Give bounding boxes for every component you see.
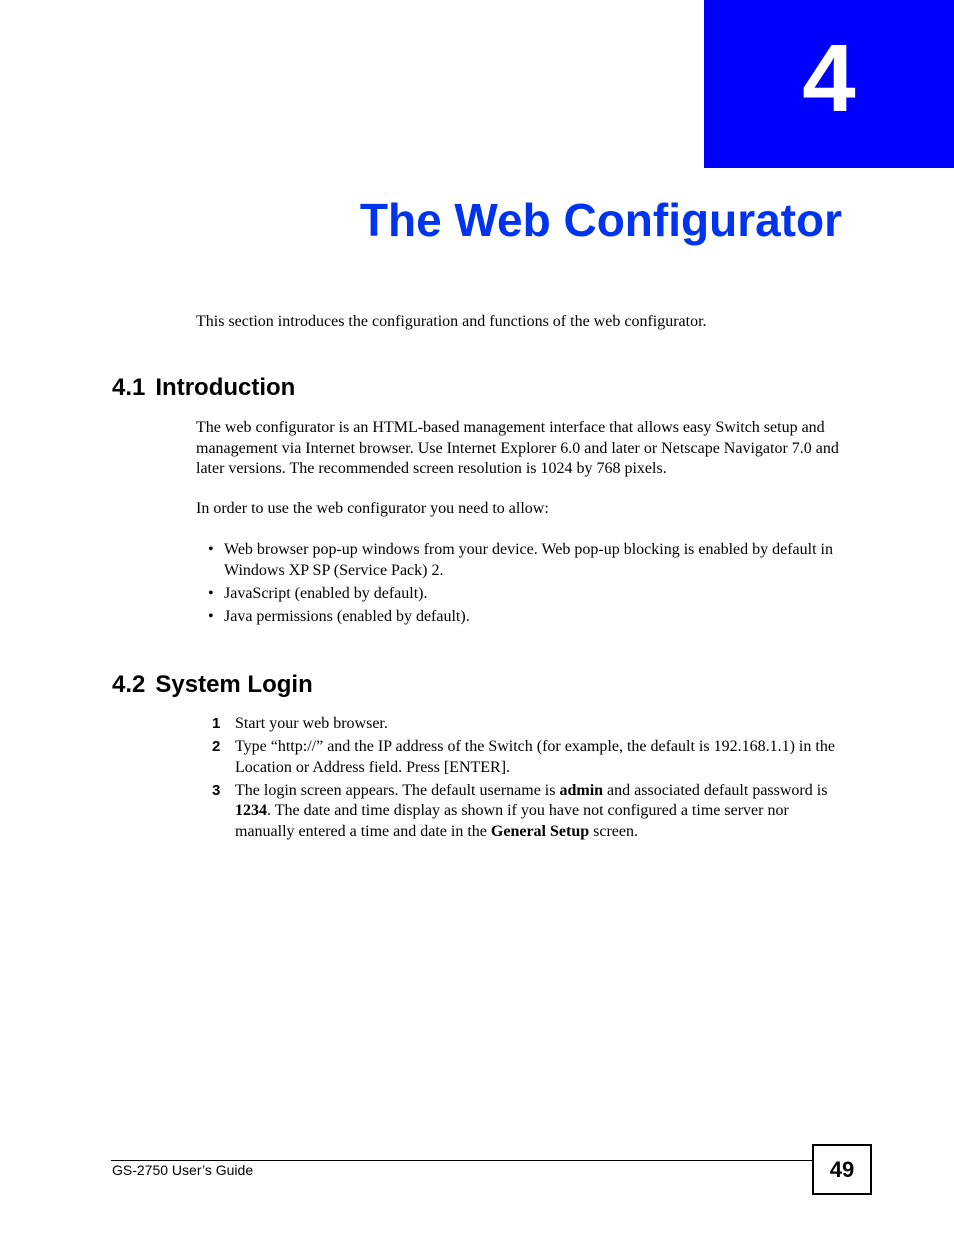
step-number: 2 <box>212 738 221 755</box>
list-item-text: Web browser pop-up windows from your device. Web pop-up blocking is enabled by default in Windows XP SP (Service Pack) 2. <box>224 541 833 579</box>
page-number-box <box>812 1144 872 1195</box>
default-password: 1234 <box>235 802 267 819</box>
login-steps-list <box>196 714 842 845</box>
bullet-marker: • <box>208 584 214 602</box>
bullet-marker: • <box>208 607 214 625</box>
section-number: 4.1 <box>112 374 146 401</box>
chapter-title: The Web Configurator <box>359 194 842 246</box>
section-heading-system-login <box>112 670 313 700</box>
step-item <box>196 737 842 778</box>
step-text <box>235 782 827 840</box>
footer-guide-title: GS-2750 User’s Guide <box>112 1162 254 1178</box>
step-text: Start your web browser. <box>235 715 388 732</box>
step-item <box>196 781 842 843</box>
requirements-list <box>196 540 842 630</box>
default-username: admin <box>559 781 604 799</box>
bullet-marker: • <box>208 541 214 558</box>
chapter-intro: This section introduces the configuration and functions of the web configurator. <box>196 313 707 330</box>
list-item <box>196 607 842 628</box>
general-setup-reference: General Setup <box>490 822 590 840</box>
chapter-number-box <box>704 0 954 168</box>
section-title: Introduction <box>155 374 296 401</box>
section-number: 4.2 <box>112 671 146 698</box>
step-text-part: The login screen appears. The default username is <box>235 781 560 799</box>
introduction-paragraph: The web configurator is an HTML-based management interface that allows easy Switch setup and management via Internet browser. Use Internet Explorer 6.0 and later or Netscape Navigator 7.0 and later versions. The recommended screen resolution is 1024 by 768 pixels. <box>196 419 839 477</box>
step-text-part: . The date and time display as shown if you have not configured a time server nor manually entered a time and date in the <box>235 802 789 840</box>
page-number: 49 <box>829 1156 855 1182</box>
list-item-text: JavaScript (enabled by default). <box>224 584 428 602</box>
step-text-part: screen. <box>589 822 638 840</box>
list-item-text: Java permissions (enabled by default). <box>224 607 470 625</box>
step-number: 3 <box>212 781 221 799</box>
step-item <box>196 714 842 735</box>
step-text-part: and associated default password is <box>603 781 828 799</box>
list-item <box>196 584 842 605</box>
step-number: 1 <box>212 715 221 732</box>
step-text: Type “http://” and the IP address of the Switch (for example, the default is 192.168.1.1) in the Location or Address field. Press [ENTER]. <box>235 738 835 776</box>
section-heading-introduction <box>112 373 295 403</box>
section-title: System Login <box>155 671 313 698</box>
chapter-number: 4 <box>802 25 856 132</box>
requirements-paragraph: In order to use the web configurator you need to allow: <box>196 500 549 517</box>
list-item <box>196 540 842 581</box>
